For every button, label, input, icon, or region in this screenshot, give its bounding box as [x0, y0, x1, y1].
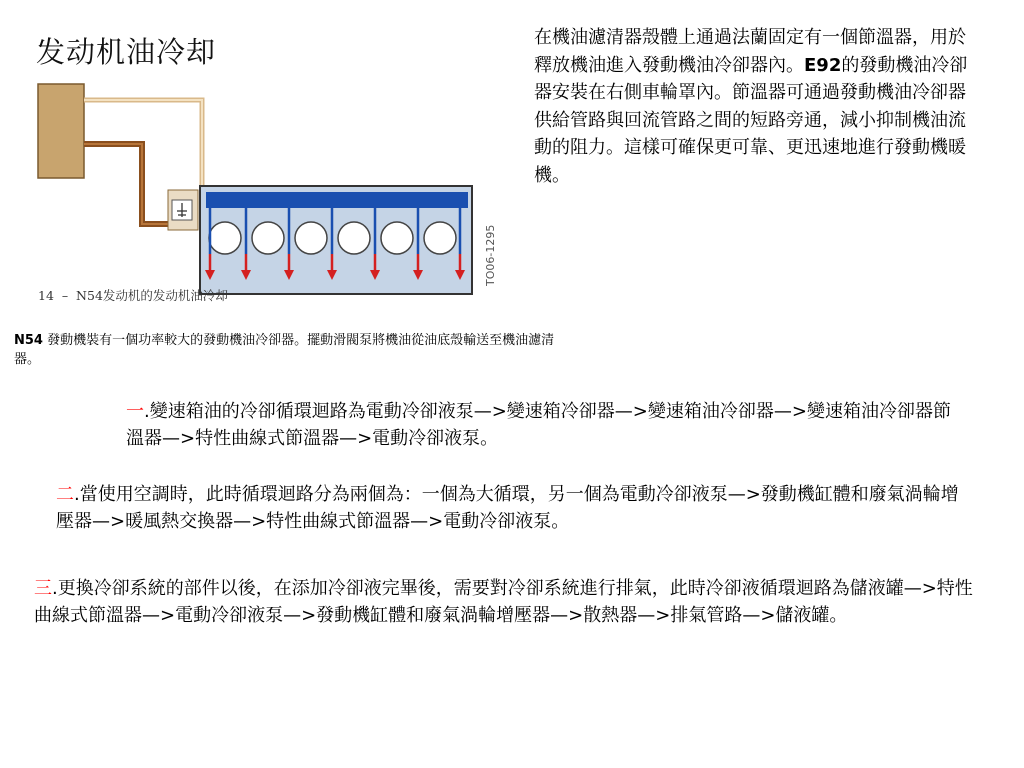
oil-cooler — [38, 84, 84, 178]
paragraph-2-text: .當使用空調時，此時循環迴路分為兩個為：一個為大循環，另一個為電動冷卻液泵—>發動機缸體和廢氣渦輪增壓器—>暖風熱交換器—>特性曲線式節溫器—>電動冷卻液泵。 — [56, 484, 959, 532]
paragraph-3 — [34, 575, 986, 629]
paragraph-3-marker: 三 — [34, 578, 52, 599]
oil-gallery — [206, 192, 468, 208]
figure-code: TO06-1295 — [484, 224, 497, 286]
paragraph-2 — [56, 481, 976, 535]
figure-caption: 14 – N54发动机的发动机油冷却 — [38, 288, 228, 303]
paragraph-1 — [126, 398, 966, 452]
description-text — [534, 24, 982, 189]
paragraph-3-text: .更換冷卻系統的部件以後，在添加冷卻液完畢後，需要對冷卻系統進行排氣，此時冷卻液循環迴路為儲液罐—>特性曲線式節溫器—>電動冷卻液泵—>發動機缸體和廢氣渦輪增壓器—>散熱器—>排氣管路—>儲液罐。 — [34, 578, 973, 626]
paragraph-2-marker: 二 — [56, 484, 74, 505]
description-line1: 在機油濾清器殼體上通過法蘭固定有一個節溫器，用於釋放機油進入發動機油冷卻器內。 — [534, 27, 966, 76]
oil-cooling-diagram — [30, 72, 510, 296]
description-model: E92 — [804, 54, 842, 76]
figure-title: 发动机油冷却 — [36, 35, 217, 69]
paragraph-1-text: .變速箱油的冷卻循環迴路為電動冷卻液泵—>變速箱冷卻器—>變速箱油冷卻器—>變速箱油冷卻器節溫器—>特性曲線式節溫器—>電動冷卻液泵。 — [126, 401, 951, 449]
paragraph-1-marker: 一 — [126, 401, 144, 422]
note-model: N54 — [14, 333, 43, 348]
description-line2: 的發動機油冷卻器安裝在右側車輪罩內。節溫器可通過發動機油冷卻器供給管路與回流管路之間的短路旁通，減小抑制機油流動的阻力。這樣可確保更可靠、更迅速地進行發動機暖機。 — [534, 54, 968, 186]
note-text: 發動機裝有一個功率較大的發動機油冷卻器。擺動滑閥泵將機油從油底殼輸送至機油濾清器。 — [14, 333, 555, 367]
engine-note — [14, 331, 574, 369]
